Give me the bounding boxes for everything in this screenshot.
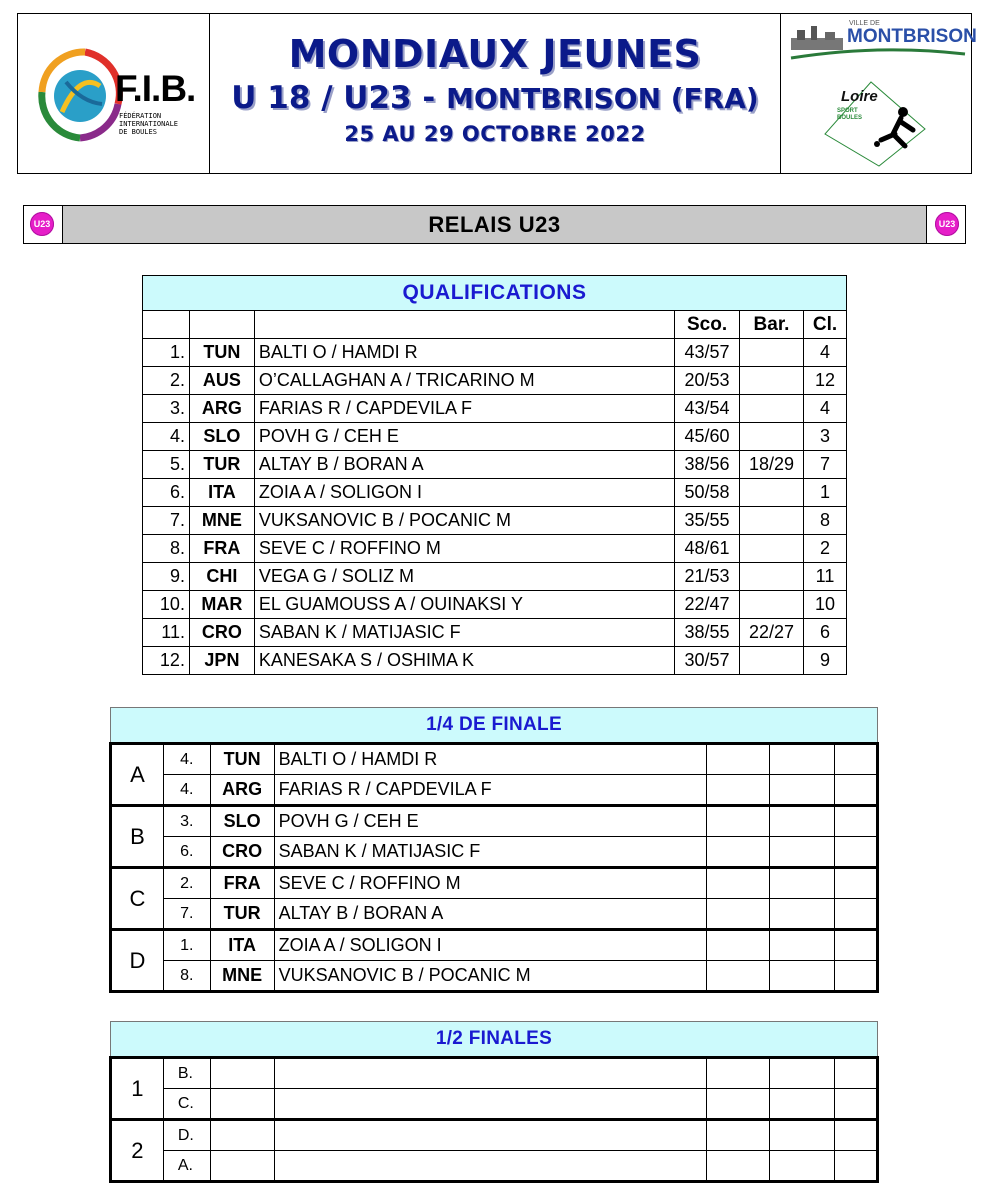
- country-code: FRA: [189, 535, 254, 563]
- barrage-cell: 18/29: [740, 451, 804, 479]
- team-names: VEGA G / SOLIZ M: [254, 563, 674, 591]
- classement-cell: 2: [803, 535, 846, 563]
- bracket-row: [111, 1120, 878, 1151]
- classement-cell: 10: [803, 591, 846, 619]
- team-names: POVH G / CEH E: [254, 423, 674, 451]
- score-cell: [835, 744, 878, 775]
- quarter-finals-table: [109, 707, 879, 993]
- u23-badge-icon: U23: [935, 212, 959, 236]
- barrage-cell: [740, 479, 804, 507]
- score-cell: 48/61: [675, 535, 740, 563]
- row-number: 11.: [143, 619, 190, 647]
- row-number: 1.: [143, 339, 190, 367]
- score-cell: [706, 744, 770, 775]
- table-row: [143, 535, 847, 563]
- row-number: 3.: [143, 395, 190, 423]
- table-row: [143, 619, 847, 647]
- score-cell: [706, 868, 770, 899]
- country-code: ARG: [189, 395, 254, 423]
- score-cell: [770, 775, 835, 806]
- score-cell: [706, 961, 770, 992]
- bracket-row: [111, 1089, 878, 1120]
- classement-cell: 7: [803, 451, 846, 479]
- barrage-cell: [740, 423, 804, 451]
- sponsor-logos: [780, 14, 977, 173]
- classement-cell: 1: [803, 479, 846, 507]
- classement-cell: 4: [803, 395, 846, 423]
- country-code: FRA: [210, 868, 274, 899]
- team-names: [274, 1120, 706, 1151]
- bracket-group: [111, 1120, 878, 1182]
- barrage-cell: [740, 507, 804, 535]
- group-label: A: [111, 744, 164, 806]
- team-names: BALTI O / HAMDI R: [254, 339, 674, 367]
- team-names: FARIAS R / CAPDEVILA F: [274, 775, 706, 806]
- bracket-row: [111, 899, 878, 930]
- seed-rank: B.: [163, 1058, 210, 1089]
- team-names: [274, 1058, 706, 1089]
- country-code: [210, 1120, 274, 1151]
- score-cell: [835, 775, 878, 806]
- barrage-cell: [740, 395, 804, 423]
- country-code: [210, 1058, 274, 1089]
- row-number: 10.: [143, 591, 190, 619]
- page-title: MONDIAUX JEUNES: [288, 32, 702, 76]
- seed-rank: A.: [163, 1151, 210, 1182]
- team-names: SEVE C / ROFFINO M: [254, 535, 674, 563]
- seed-rank: 1.: [163, 930, 210, 961]
- country-code: MNE: [210, 961, 274, 992]
- score-header: Sco.: [675, 311, 740, 339]
- classement-cell: 3: [803, 423, 846, 451]
- country-code: [210, 1089, 274, 1120]
- team-names: ZOIA A / SOLIGON I: [254, 479, 674, 507]
- country-code: CRO: [189, 619, 254, 647]
- fib-logo: [18, 14, 210, 173]
- score-cell: [706, 1089, 770, 1120]
- country-code: ARG: [210, 775, 274, 806]
- score-cell: 43/54: [675, 395, 740, 423]
- team-names: O’CALLAGHAN A / TRICARINO M: [254, 367, 674, 395]
- team-names: EL GUAMOUSS A / OUINAKSI Y: [254, 591, 674, 619]
- quarter-finals-title: 1/4 DE FINALE: [111, 708, 878, 744]
- montbrison-logo: VILLE DE MONTBRISON: [789, 20, 967, 60]
- table-row: [143, 423, 847, 451]
- score-cell: 22/47: [675, 591, 740, 619]
- score-cell: 20/53: [675, 367, 740, 395]
- seed-rank: 6.: [163, 837, 210, 868]
- table-row: [143, 507, 847, 535]
- seed-rank: 7.: [163, 899, 210, 930]
- header-title-block: [209, 14, 781, 173]
- group-label: 2: [111, 1120, 164, 1182]
- event-dates: 25 AU 29 OCTOBRE 2022: [344, 122, 646, 146]
- row-number: 5.: [143, 451, 190, 479]
- fib-logo-text: F.I.B.: [115, 68, 196, 109]
- barrage-cell: [740, 563, 804, 591]
- country-code: CHI: [189, 563, 254, 591]
- classement-cell: 8: [803, 507, 846, 535]
- score-cell: [770, 961, 835, 992]
- score-cell: 35/55: [675, 507, 740, 535]
- score-cell: [835, 961, 878, 992]
- row-number: 7.: [143, 507, 190, 535]
- country-code: TUN: [189, 339, 254, 367]
- score-cell: [770, 930, 835, 961]
- semi-finals-title: 1/2 FINALES: [111, 1022, 878, 1058]
- score-cell: [835, 1120, 878, 1151]
- score-cell: [770, 899, 835, 930]
- bracket-group: [111, 1058, 878, 1120]
- team-names: POVH G / CEH E: [274, 806, 706, 837]
- score-cell: [770, 1151, 835, 1182]
- score-cell: [706, 806, 770, 837]
- group-label: 1: [111, 1058, 164, 1120]
- score-cell: 38/55: [675, 619, 740, 647]
- bracket-row: [111, 930, 878, 961]
- bracket-row: [111, 961, 878, 992]
- row-number: 2.: [143, 367, 190, 395]
- bracket-row: [111, 1151, 878, 1182]
- classement-cell: 9: [803, 647, 846, 675]
- score-cell: [706, 1120, 770, 1151]
- table-row: [143, 451, 847, 479]
- row-number: 12.: [143, 647, 190, 675]
- row-number: 6.: [143, 479, 190, 507]
- barrage-cell: 22/27: [740, 619, 804, 647]
- table-row: [143, 479, 847, 507]
- semi-finals-table: [109, 1021, 879, 1183]
- score-cell: [835, 1058, 878, 1089]
- bracket-group: [111, 868, 878, 930]
- team-names: VUKSANOVIC B / POCANIC M: [274, 961, 706, 992]
- group-label: C: [111, 868, 164, 930]
- score-cell: [835, 930, 878, 961]
- fib-logo-subtitle: FÉDÉRATION INTERNATIONALE DE BOULES: [119, 112, 179, 136]
- barrage-cell: [740, 339, 804, 367]
- score-cell: [835, 806, 878, 837]
- score-cell: [770, 1120, 835, 1151]
- country-code: ITA: [189, 479, 254, 507]
- row-number: 8.: [143, 535, 190, 563]
- group-label: D: [111, 930, 164, 992]
- seed-rank: 2.: [163, 868, 210, 899]
- classement-cell: 11: [803, 563, 846, 591]
- group-label: B: [111, 806, 164, 868]
- u23-badge-icon: U23: [30, 212, 54, 236]
- team-names: BALTI O / HAMDI R: [274, 744, 706, 775]
- banner-title: RELAIS U23: [62, 206, 927, 243]
- score-cell: [835, 1089, 878, 1120]
- bracket-group: [111, 806, 878, 868]
- score-cell: [706, 930, 770, 961]
- bracket-group: [111, 930, 878, 992]
- barrage-cell: [740, 367, 804, 395]
- table-row: [143, 591, 847, 619]
- country-code: CRO: [210, 837, 274, 868]
- score-cell: [770, 806, 835, 837]
- score-cell: [770, 837, 835, 868]
- score-cell: [706, 1058, 770, 1089]
- team-names: KANESAKA S / OSHIMA K: [254, 647, 674, 675]
- barrage-cell: [740, 535, 804, 563]
- swoosh-icon: [789, 48, 967, 60]
- score-cell: 50/58: [675, 479, 740, 507]
- country-code: SLO: [210, 806, 274, 837]
- classement-cell: 12: [803, 367, 846, 395]
- row-number: 9.: [143, 563, 190, 591]
- team-names: VUKSANOVIC B / POCANIC M: [254, 507, 674, 535]
- score-cell: 38/56: [675, 451, 740, 479]
- score-cell: [835, 868, 878, 899]
- bracket-row: [111, 868, 878, 899]
- score-cell: [770, 1089, 835, 1120]
- bracket-row: [111, 806, 878, 837]
- score-cell: [706, 899, 770, 930]
- team-names: ALTAY B / BORAN A: [274, 899, 706, 930]
- country-code: AUS: [189, 367, 254, 395]
- score-cell: 43/57: [675, 339, 740, 367]
- score-cell: [835, 899, 878, 930]
- table-row: [143, 563, 847, 591]
- seed-rank: C.: [163, 1089, 210, 1120]
- classement-cell: 4: [803, 339, 846, 367]
- country-code: MAR: [189, 591, 254, 619]
- team-names: [274, 1151, 706, 1182]
- table-row: [143, 339, 847, 367]
- classement-cell: 6: [803, 619, 846, 647]
- seed-rank: 8.: [163, 961, 210, 992]
- country-code: JPN: [189, 647, 254, 675]
- table-row: [143, 367, 847, 395]
- qualifications-table: [142, 275, 847, 675]
- bracket-row: [111, 837, 878, 868]
- table-row: [143, 395, 847, 423]
- bracket-row: [111, 1058, 878, 1089]
- score-cell: [706, 837, 770, 868]
- barrage-cell: [740, 591, 804, 619]
- team-names: ALTAY B / BORAN A: [254, 451, 674, 479]
- seed-rank: D.: [163, 1120, 210, 1151]
- score-cell: [770, 1058, 835, 1089]
- bracket-row: [111, 744, 878, 775]
- loire-sport-boules-logo: Loire SPORT BOULES: [821, 74, 931, 169]
- bracket-row: [111, 775, 878, 806]
- barrage-cell: [740, 647, 804, 675]
- seed-rank: 4.: [163, 775, 210, 806]
- team-names: SABAN K / MATIJASIC F: [274, 837, 706, 868]
- team-names: FARIAS R / CAPDEVILA F: [254, 395, 674, 423]
- qualifications-title: QUALIFICATIONS: [143, 276, 847, 311]
- score-cell: [835, 1151, 878, 1182]
- table-row: [143, 647, 847, 675]
- score-cell: [706, 775, 770, 806]
- team-names: SABAN K / MATIJASIC F: [254, 619, 674, 647]
- country-code: SLO: [189, 423, 254, 451]
- team-names: SEVE C / ROFFINO M: [274, 868, 706, 899]
- barrage-header: Bar.: [740, 311, 804, 339]
- row-number: 4.: [143, 423, 190, 451]
- country-code: TUR: [189, 451, 254, 479]
- score-cell: [835, 837, 878, 868]
- score-cell: 45/60: [675, 423, 740, 451]
- country-code: MNE: [189, 507, 254, 535]
- score-cell: 21/53: [675, 563, 740, 591]
- seed-rank: 4.: [163, 744, 210, 775]
- score-cell: [770, 744, 835, 775]
- country-code: [210, 1151, 274, 1182]
- classement-header: Cl.: [803, 311, 846, 339]
- score-cell: [770, 868, 835, 899]
- table-title-row: [143, 276, 847, 311]
- event-banner: [23, 205, 966, 244]
- page-subtitle: U 18 / U23 - MONTBRISON (FRA): [231, 80, 759, 116]
- team-names: ZOIA A / SOLIGON I: [274, 930, 706, 961]
- page-header: [17, 13, 977, 174]
- team-names: [274, 1089, 706, 1120]
- country-code: ITA: [210, 930, 274, 961]
- bracket-group: [111, 744, 878, 806]
- seed-rank: 3.: [163, 806, 210, 837]
- country-code: TUN: [210, 744, 274, 775]
- country-code: TUR: [210, 899, 274, 930]
- score-cell: 30/57: [675, 647, 740, 675]
- score-cell: [706, 1151, 770, 1182]
- table-header-row: [143, 311, 847, 339]
